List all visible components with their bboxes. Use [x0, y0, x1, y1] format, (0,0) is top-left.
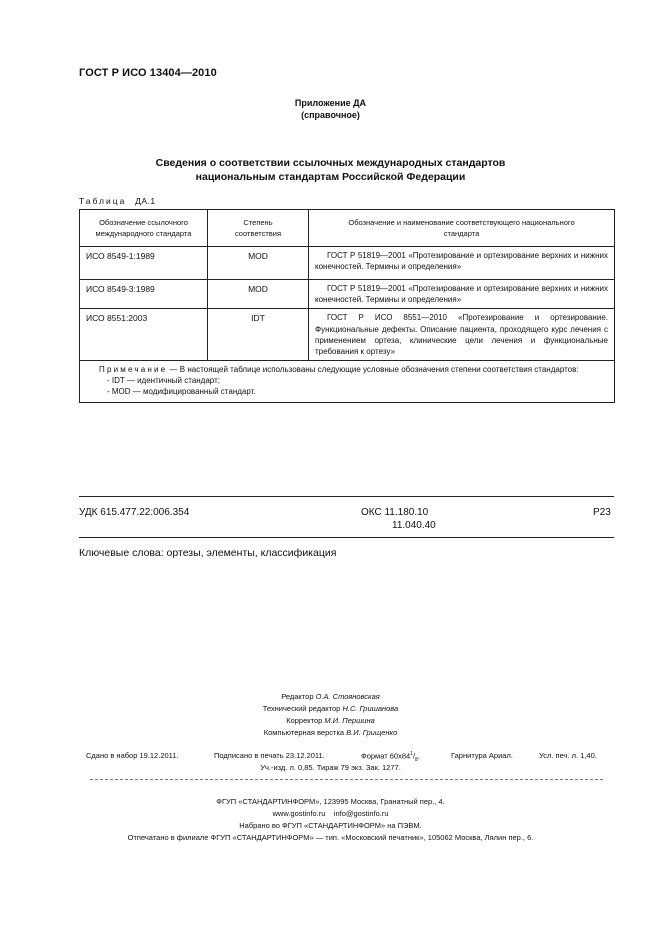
cell-degree: MOD [208, 280, 309, 309]
dashed-separator [90, 779, 603, 780]
table-label [79, 196, 156, 206]
udk-code: УДК 615.477.22:006.354 [79, 507, 190, 518]
oks-code-2: 11.040.40 [392, 520, 436, 531]
table-header-row [80, 210, 615, 247]
column-header-line: Обозначение ссылочного [99, 218, 188, 227]
credit-person: В.И. Грищенко [346, 728, 398, 737]
cell-degree: IDT [208, 309, 309, 361]
cell-designation: ИСО 8549-1:1989 [80, 247, 208, 280]
correspondence-table [79, 209, 615, 403]
column-header-national [309, 210, 615, 247]
table-label-word: Таблица [79, 196, 127, 206]
table-label-number: ДА.1 [135, 196, 156, 206]
national-standard-text: ГОСТ Р 51819—2001 «Протезирование и ортезирование верхних и нижних конечностей. Термины и определения» [315, 251, 608, 272]
column-header-line: стандарта [443, 229, 480, 238]
note-text: — В настоящей таблице использованы следующие условные обозначения степени соответствия стандартов: [169, 365, 579, 375]
annex-heading-line1: Сведения о соответствии ссылочных международных стандартов [155, 157, 506, 169]
publisher-email: info@gostinfo.ru [333, 809, 389, 818]
credit-label: Технический редактор [262, 704, 343, 713]
credit-corrector [0, 715, 661, 727]
classifier-code: Р23 [593, 507, 611, 518]
publisher-address: ФГУП «СТАНДАРТИНФОРМ», 123995 Москва, Гранатный пер., 4. [216, 797, 445, 806]
note-item-mod: - MOD — модифицированный стандарт. [107, 387, 256, 397]
publisher-typeset: Набрано во ФГУП «СТАНДАРТИНФОРМ» на ПЭВМ. [239, 821, 422, 830]
print-sent: Сдано в набор 19.12.2011. [86, 751, 179, 760]
standard-designation: ГОСТ Р ИСО 13404—2010 [79, 67, 217, 79]
column-header-line: соответствия [234, 229, 282, 238]
national-standard-text: ГОСТ Р ИСО 8551—2010 «Протезирование и ортезирование. Функциональные дефекты. Описание пациента, проходящего курс лечения с применением ортеза, клинические цели лечения и функциональные требования к ортезу» [315, 313, 608, 357]
divider-top [79, 496, 614, 497]
print-signed: Подписано в печать 23.12.2011. [214, 751, 325, 760]
column-header-degree [208, 210, 309, 247]
publisher-printed: Отпечатано в филиале ФГУП «СТАНДАРТИНФОРМ» — тип. «Московский печатник», 105062 Москва, Лялин пер., 6. [127, 833, 534, 842]
oks-code-1: ОКС 11.180.10 [361, 507, 429, 518]
print-format-text: Формат 60x84 [361, 751, 411, 761]
print-format-sup: 1 [410, 751, 413, 757]
credit-label: Редактор [281, 692, 316, 701]
column-header-designation [80, 210, 208, 247]
annex-title: Приложение ДА [294, 98, 367, 108]
print-line2: Уч.-изд. л. 0,85. Тираж 79 экз. Зак. 1277. [260, 763, 401, 772]
table-note-row [80, 361, 615, 403]
cell-designation: ИСО 8551:2003 [80, 309, 208, 361]
cell-national [309, 247, 615, 280]
credit-person: М.И. Першина [324, 716, 375, 725]
column-header-line: Обозначение и наименование соответствующего национального [348, 218, 575, 227]
publisher-contacts [0, 808, 661, 820]
credit-label: Корректор [286, 716, 325, 725]
table-row [80, 309, 615, 361]
national-standard-text: ГОСТ Р 51819—2001 «Протезирование и ортезирование верхних и нижних конечностей. Термины и определения» [315, 284, 608, 305]
note-item-idt: - IDT — идентичный стандарт; [107, 376, 220, 386]
print-format: Формат $60x84^1/_8$. [361, 751, 420, 763]
print-font: Гарнитура Ариал. [451, 751, 513, 760]
cell-national [309, 280, 615, 309]
column-header-line: Степень [243, 218, 273, 227]
annex-subtitle: (справочное) [301, 110, 360, 120]
column-header-line: международного стандарта [95, 229, 192, 238]
credit-editor [0, 691, 661, 703]
divider-bottom [79, 537, 614, 538]
print-format-sub: 8 [415, 757, 418, 763]
cell-national [309, 309, 615, 361]
credit-layout [0, 727, 661, 739]
credit-person: Н.С. Гришанова [342, 704, 399, 713]
table-row [80, 247, 615, 280]
table-note [80, 361, 615, 403]
note-label: Примечание [99, 365, 168, 375]
credit-person: О.А. Стояновская [315, 692, 380, 701]
credit-label: Компьютерная верстка [263, 728, 347, 737]
print-sheets: Усл. печ. л. 1,40. [539, 751, 597, 760]
cell-degree: MOD [208, 247, 309, 280]
credit-tech-editor [0, 703, 661, 715]
cell-designation: ИСО 8549-3:1989 [80, 280, 208, 309]
publisher-site: www.gostinfo.ru [272, 809, 326, 818]
table-row [80, 280, 615, 309]
keywords: Ключевые слова: ортезы, элементы, классификация [79, 547, 337, 559]
annex-heading-line2: национальным стандартам Российской Федерации [195, 171, 466, 183]
